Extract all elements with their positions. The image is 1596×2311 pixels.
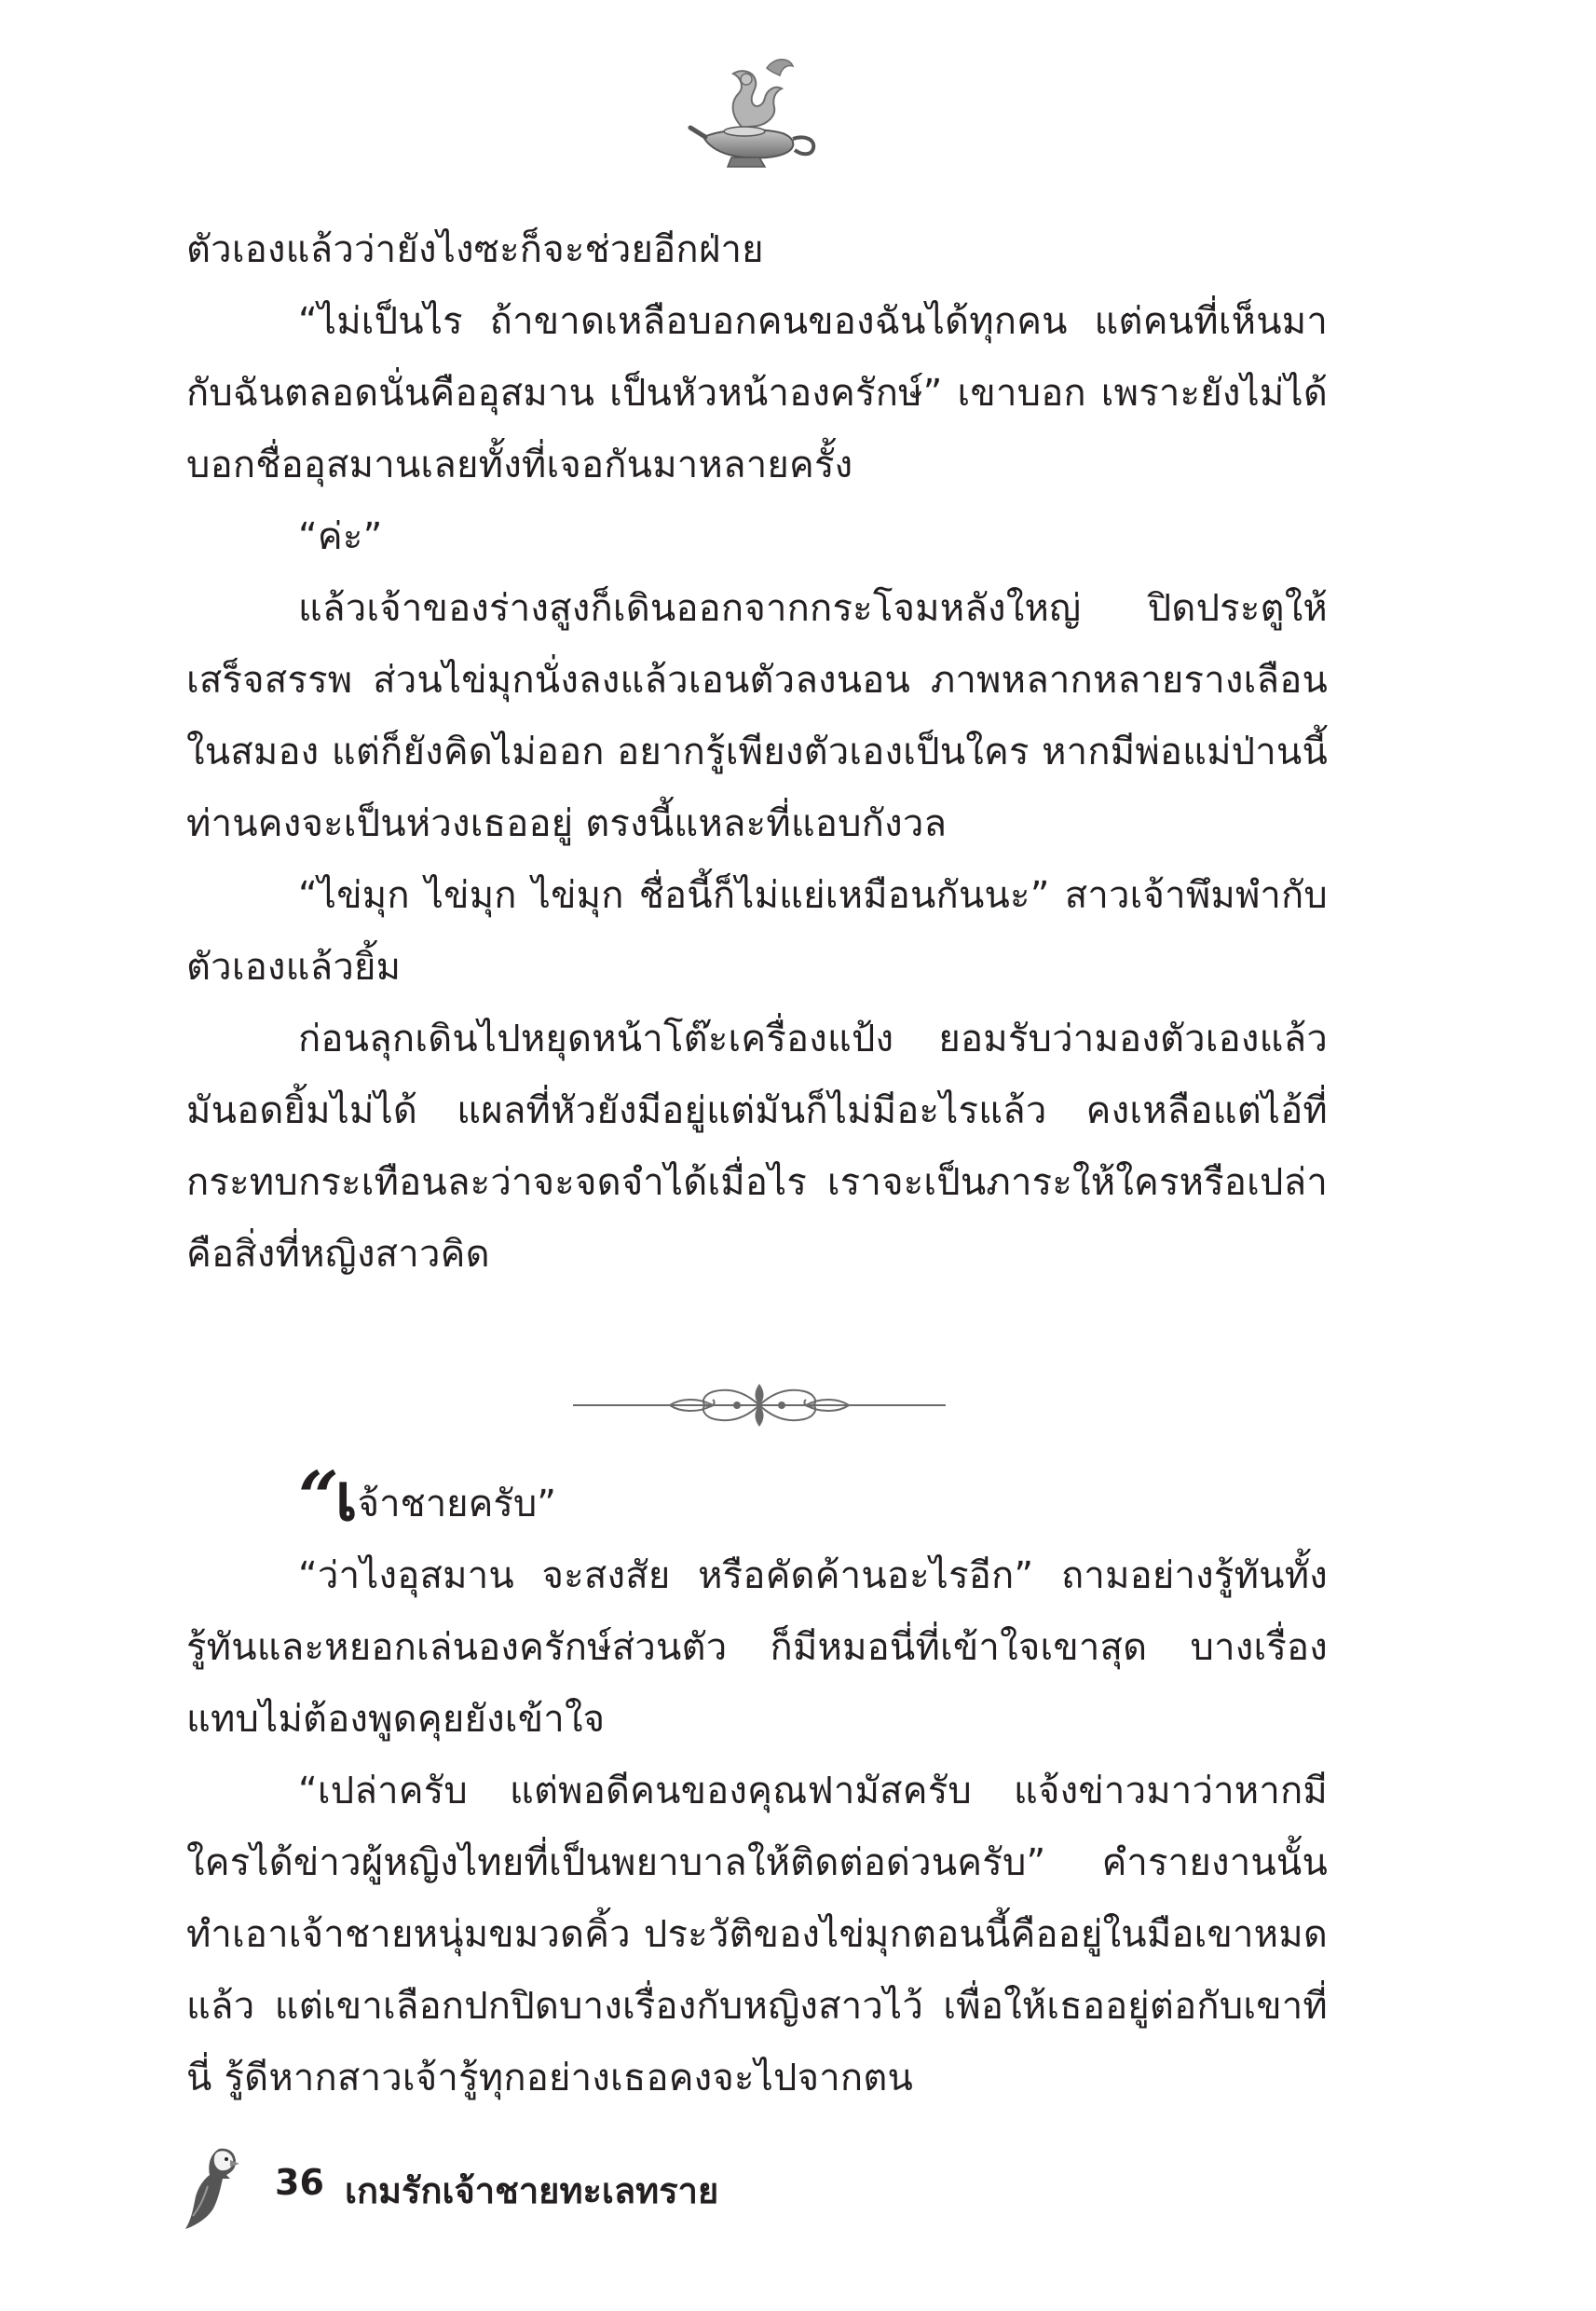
genie-lamp-icon: [685, 51, 825, 172]
eagle-icon: [182, 2141, 241, 2231]
paragraph: ตัวเองแล้วว่ายังไงซะก็จะช่วยอีกฝ่าย: [186, 228, 764, 271]
paragraph: “ไข่มุก ไข่มุก ไข่มุก ชื่อนี้ก็ไม่แย่เหมือนกันนะ” สาวเจ้าพึมพำกับตัวเองแล้วยิ้ม: [186, 874, 1328, 989]
paragraph: ก่อนลุกเดินไปหยุดหน้าโต๊ะเครื่องแป้ง ยอมรับว่ามองตัวเองแล้วมันอดยิ้มไม่ได้ แผลที่หัวยังมีอยู่แต่มันก็ไม่มีอะไรแล้ว คงเหลือแต่ไอ้ที่กระทบกระเทือนละว่าจะจดจำได้เมื่อไร เราจะเป็นภาระให้ใครหรือเปล่าคือสิ่งที่หญิงสาวคิด: [186, 1018, 1328, 1276]
flourish-divider-icon: [573, 1374, 946, 1435]
paragraph: แล้วเจ้าของร่างสูงก็เดินออกจากกระโจมหลังใหญ่ ปิดประตูให้เสร็จสรรพ ส่วนไข่มุกนั่งลงแล้วเอนตัวลงนอน ภาพหลากหลายรางเลือนในสมอง แต่ก็ยังคิดไม่ออก อยากรู้เพียงตัวเองเป็นใคร หากมีพ่อแม่ป่านนี้ท่านคงจะเป็นห่วงเธออยู่ ตรงนี้แหละที่แอบกังวล: [186, 587, 1328, 845]
drop-letter: เ: [334, 1459, 358, 1536]
page-footer: [182, 2141, 834, 2235]
drop-quote: “: [298, 1456, 335, 1538]
paragraph: “ว่าไงอุสมาน จะสงสัย หรือคัดค้านอะไรอีก” ถามอย่างรู้ทันทั้งรู้ทันและหยอกเล่นองครักษ์ส่วนตัว ก็มีหมอนี่ที่เข้าใจเขาสุด บางเรื่องแทบไม่ต้องพูดคุยยังเข้าใจ: [186, 1554, 1328, 1741]
body-text: [186, 214, 1328, 1291]
paragraph: “เปล่าครับ แต่พอดีคนของคุณฟามัสครับ แจ้งข่าวมาว่าหากมีใครได้ข่าวผู้หญิงไทยที่เป็นพยาบาลให้ติดต่อด่วนครับ” คำรายงานนั้นทำเอาเจ้าชายหนุ่มขมวดคิ้ว ประวัติของไข่มุกตอนนี้คืออยู่ในมือเขาหมดแล้ว แต่เขาเลือกปกปิดบางเรื่องกับหญิงสาวไว้ เพื่อให้เธออยู่ต่อกับเขาที่นี่ รู้ดีหากสาวเจ้ารู้ทุกอย่างเธอคงจะไปจากตน: [186, 1770, 1328, 2099]
paragraph: “ค่ะ”: [298, 515, 383, 558]
section-two: [186, 1456, 1328, 2114]
opening-rest: จ้าชายครับ”: [357, 1483, 556, 1525]
opening-line: [298, 1456, 1328, 1540]
page-number: 36: [275, 2162, 324, 2203]
paragraph: “ไม่เป็นไร ถ้าขาดเหลือบอกคนของฉันได้ทุกคน แต่คนที่เห็นมากับฉันตลอดนั่นคืออุสมาน เป็นหัวหน้าองครักษ์” เขาบอก เพราะยังไม่ได้บอกชื่ออุสมานเลยทั้งที่เจอกันมาหลายครั้ง: [186, 300, 1328, 486]
book-title: เกมรักเจ้าชายทะเลทราย: [345, 2170, 719, 2211]
